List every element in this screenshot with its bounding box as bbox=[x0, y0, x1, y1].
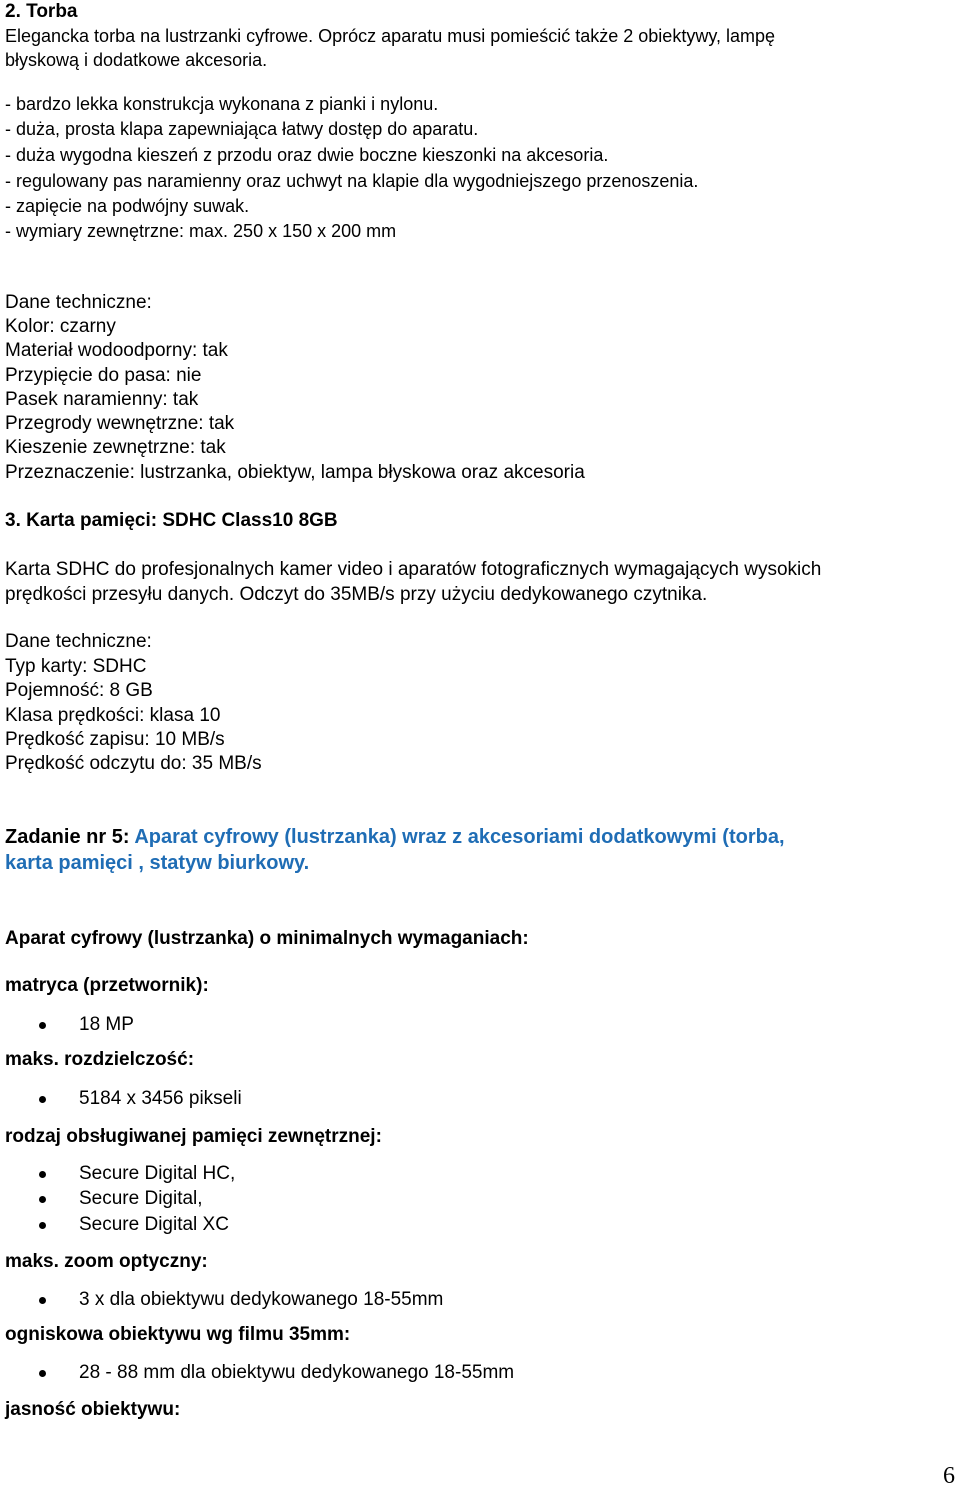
feature-line: - zapięcie na podwójny suwak. bbox=[5, 196, 250, 216]
spec-line: Pasek naramienny: tak bbox=[5, 389, 199, 410]
feature-line: - wymiary zewnętrzne: max. 250 x 150 x 200 mm bbox=[5, 221, 397, 241]
requirement-label: ogniskowa obiektywu wg filmu 35mm: bbox=[5, 1324, 351, 1345]
feature-line: - bardzo lekka konstrukcja wykonana z pianki i nylonu. bbox=[5, 94, 439, 114]
page-number: 6 bbox=[943, 1463, 955, 1489]
spec-line: Kieszenie zewnętrzne: tak bbox=[5, 437, 226, 458]
spec-line: Materiał wodoodporny: tak bbox=[5, 340, 228, 361]
section-3-heading: 3. Karta pamięci: SDHC Class10 8GB bbox=[5, 510, 338, 531]
spec-line: Kolor: czarny bbox=[5, 316, 116, 337]
spec-line: Przegrody wewnętrzne: tak bbox=[5, 413, 235, 434]
spec-line: Klasa prędkości: klasa 10 bbox=[5, 705, 221, 726]
camera-requirements-heading: Aparat cyfrowy (lustrzanka) o minimalnych wymaganiach: bbox=[5, 928, 529, 949]
task-5-title-line-1 bbox=[5, 824, 785, 850]
section-3-desc-line-2: prędkości przesyłu danych. Odczyt do 35MB/s przy użyciu dedykowanego czytnika. bbox=[5, 584, 708, 605]
feature-line: - duża, prosta klapa zapewniająca łatwy dostęp do aparatu. bbox=[5, 119, 479, 139]
spec-line: Przeznaczenie: lustrzanka, obiektyw, lampa błyskowa oraz akcesoria bbox=[5, 462, 585, 483]
task-5-title-line-2: karta pamięci , statyw biurkowy. bbox=[5, 852, 310, 874]
feature-line: - regulowany pas naramienny oraz uchwyt na klapie dla wygodniejszego przenoszenia. bbox=[5, 171, 699, 191]
requirement-label: rodzaj obsługiwanej pamięci zewnętrznej: bbox=[5, 1126, 382, 1147]
requirement-label: matryca (przetwornik): bbox=[5, 975, 209, 996]
bullet-icon bbox=[39, 1370, 46, 1377]
bullet-icon bbox=[39, 1022, 46, 1029]
spec-line: Pojemność: 8 GB bbox=[5, 680, 153, 701]
bullet-icon bbox=[39, 1222, 46, 1229]
section-3-specs-heading: Dane techniczne: bbox=[5, 631, 152, 652]
bullet-icon bbox=[39, 1171, 46, 1178]
requirement-label: maks. zoom optyczny: bbox=[5, 1251, 208, 1272]
section-2-specs-heading: Dane techniczne: bbox=[5, 292, 152, 313]
section-2-heading: 2. Torba bbox=[5, 1, 78, 22]
feature-line: - duża wygodna kieszeń z przodu oraz dwie boczne kieszonki na akcesoria. bbox=[5, 145, 609, 165]
requirement-label: jasność obiektywu: bbox=[5, 1399, 181, 1420]
task-5-label: Zadanie nr 5: bbox=[5, 826, 130, 848]
task-5-title: Aparat cyfrowy (lustrzanka) wraz z akcesoriami dodatkowymi (torba, bbox=[134, 826, 785, 848]
spec-line: Typ karty: SDHC bbox=[5, 656, 147, 677]
bullet-icon bbox=[39, 1297, 46, 1304]
requirement-label: maks. rozdzielczość: bbox=[5, 1049, 195, 1070]
bullet-icon bbox=[39, 1196, 46, 1203]
spec-line: Przypięcie do pasa: nie bbox=[5, 365, 202, 386]
section-2-intro-line-2: błyskową i dodatkowe akcesoria. bbox=[5, 50, 268, 70]
section-2-intro-line-1: Elegancka torba na lustrzanki cyfrowe. Oprócz aparatu musi pomieścić także 2 obiektywy, lampę bbox=[5, 26, 776, 46]
spec-line: Prędkość odczytu do: 35 MB/s bbox=[5, 753, 262, 774]
bullet-icon bbox=[39, 1096, 46, 1103]
spec-line: Prędkość zapisu: 10 MB/s bbox=[5, 729, 225, 750]
section-3-desc-line-1: Karta SDHC do profesjonalnych kamer video i aparatów fotograficznych wymagających wysokich bbox=[5, 559, 822, 580]
